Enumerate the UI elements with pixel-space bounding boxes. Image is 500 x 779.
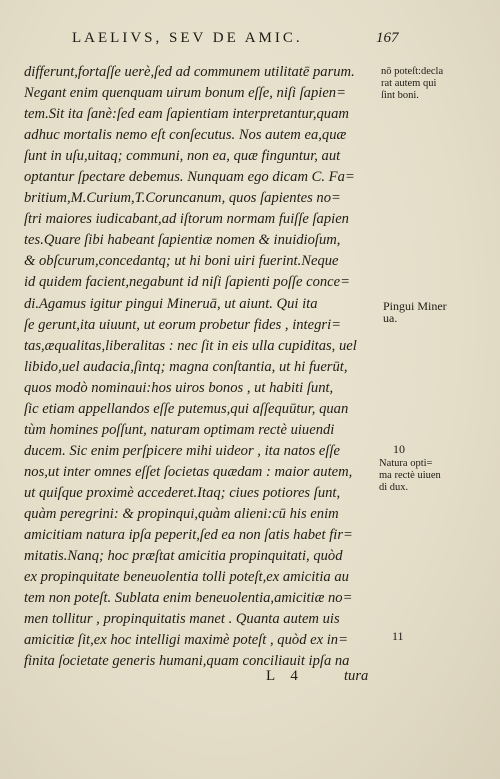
margin-note-line: Pingui Miner [383, 299, 447, 313]
catchword: tura [344, 668, 369, 684]
text-line: di.Agamus igitur pingui Mineruā, ut aiunt. Qui ita [24, 295, 318, 312]
text-line: Negant enim quenquam uirum bonum eſſe, niſi ſapien= [24, 85, 346, 102]
text-line: ſtri maiores iudicabant,ad iſtorum normam fuiſſe ſapien [24, 211, 349, 228]
text-line: amicitiam natura ipſa peperit,ſed ea non ſatis habet fir= [24, 527, 353, 544]
text-line: adhuc mortalis nemo eſt conſecutus. Nos autem ea,quæ [24, 127, 347, 144]
text-line: tes.Quare ſibi habeant ſapientiæ nomen & inuidioſum, [24, 232, 341, 249]
text-line: ſic etiam appellandos eſſe putemus,qui aſſequūtur, quan [24, 400, 349, 417]
text-line: optantur ſpectare debemus. Nunquam ego dicam C. Fa= [24, 169, 355, 186]
text-line: ducem. Sic enim perſpicere mihi uideor , ita natos eſſe [24, 442, 340, 459]
text-line: amicitiæ ſit,ex hoc intelligi maximè poteſt , quòd ex in= [24, 632, 348, 649]
text-line: libido,uel audacia,ſintq; magna conſtantia, ut hi fuerūt, [24, 358, 348, 375]
line-marker-10: 10 [393, 442, 405, 456]
text-line: tas,æqualitas,liberalitas : nec ſit in eis ulla cupiditas, uel [24, 337, 357, 354]
text-line: ſe gerunt,ita uiuunt, ut eorum probetur fides , integri= [24, 316, 341, 333]
text-line: ut quiſque proximè accederet.Itaq; ciues potiores ſunt, [24, 484, 341, 501]
running-title: LAELIVS, SEV DE AMIC. [72, 30, 303, 46]
margin-note-line: Natura opti= [379, 458, 433, 469]
text-line: differunt,fortaſſe uerè,ſed ad communem utilitatē parum. [24, 64, 355, 80]
text-line: tùm homines poſſunt, naturam optimam rectè uiuendi [24, 421, 335, 438]
text-line: tem.Sit ita ſanè:ſed eam ſapientiam interpretantur,quam [24, 106, 349, 123]
line-marker-11: 11 [392, 629, 404, 643]
text-line: mitatis.Nanq; hoc præſtat amicitia propinquitati, quòd [24, 548, 343, 565]
text-line: ex propinquitate beneuolentia tolli poteſt,ex amicitia au [24, 569, 349, 586]
text-line: quos modò nominaui:hos uiros bonos , ut habiti ſunt, [24, 379, 334, 396]
text-line: nos,ut inter omnes eſſet ſocietas quædam : maior autem, [24, 463, 353, 480]
text-line: finita ſocietate generis humani,quam conciliauit ipſa na [24, 653, 350, 670]
margin-note-boni [381, 66, 443, 102]
margin-note-natura [379, 458, 441, 494]
body-text [24, 62, 380, 672]
margin-note-line: rat autem qui [381, 78, 437, 89]
margin-note-line: di dux. [379, 482, 409, 493]
text-line: & obſcurum,concedantq; ut hi boni uiri fuerint.Neque [24, 253, 339, 270]
text-line: id quidem facient,negabunt id niſi ſapienti poſſe conce= [24, 274, 350, 291]
margin-note-line: nō poteſt:decla [381, 66, 444, 77]
signature-mark: L 4 [266, 668, 304, 684]
text-line: britium,M.Curium,T.Coruncanum, quos ſapientes no= [24, 190, 341, 207]
margin-note-pingui-minerua [383, 300, 447, 324]
margin-note-line: ua. [383, 311, 398, 325]
text-line: quàm peregrini: & propinqui,quàm alieni:cū his enim [24, 505, 339, 522]
margin-note-line: ſint boni. [381, 90, 419, 101]
page-number: 167 [376, 30, 399, 46]
text-line: ſunt in uſu,uitaq; communi, non ea, quæ finguntur, aut [24, 148, 341, 165]
margin-note-line: ma rectè uiuen [379, 470, 441, 481]
text-line: men tollitur , propinquitatis manet . Quanta autem uis [24, 611, 340, 628]
text-line: tem non poteſt. Sublata enim beneuolentia,amicitiæ no= [24, 590, 353, 607]
